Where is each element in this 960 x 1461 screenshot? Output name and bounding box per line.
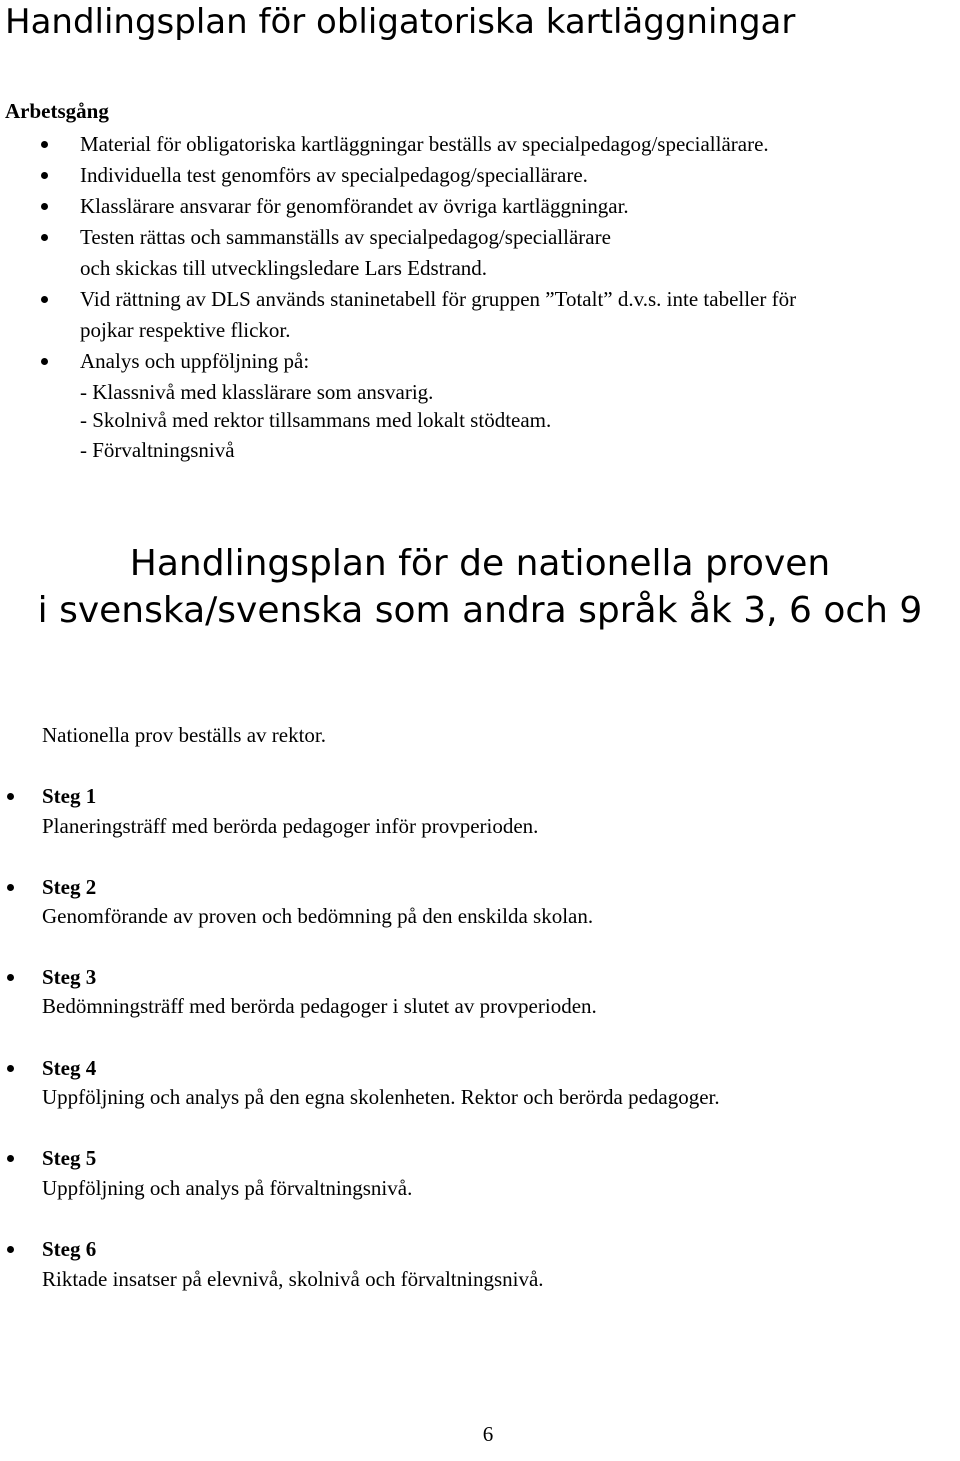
sub-item: - Förvaltningsnivå (80, 438, 235, 462)
step-label: Steg 6 (42, 1237, 97, 1261)
list-item: Individuella test genomförs av specialpedagog/speciallärare. (80, 163, 588, 187)
bullet-icon (7, 793, 14, 800)
sub-item: - Skolnivå med rektor tillsammans med lokalt stödteam. (80, 408, 552, 432)
bullet-icon (41, 141, 48, 148)
step-label: Steg 2 (42, 875, 97, 899)
sub-item: - Klassnivå med klasslärare som ansvarig. (80, 380, 434, 404)
bullet-icon (41, 296, 48, 303)
step-label: Steg 3 (42, 965, 97, 989)
step-text: Riktade insatser på elevnivå, skolnivå och förvaltningsnivå. (42, 1267, 544, 1291)
list-item-continuation: pojkar respektive flickor. (80, 318, 291, 342)
bullet-icon (7, 1246, 14, 1253)
step-label: Steg 5 (42, 1146, 97, 1170)
bullet-icon (41, 203, 48, 210)
section-title-line2: i svenska/svenska som andra språk åk 3, 6 och 9 (37, 590, 923, 631)
intro-text: Nationella prov beställs av rektor. (42, 723, 327, 747)
list-item: Material för obligatoriska kartläggningar beställs av specialpedagog/speciallärare. (80, 132, 769, 156)
bullet-icon (41, 234, 48, 241)
bullet-icon (41, 172, 48, 179)
section-title-line1: Handlingsplan för de nationella proven (129, 543, 831, 584)
list-item: Klasslärare ansvarar för genomförandet av övriga kartläggningar. (80, 194, 629, 218)
step-text: Planeringsträff med berörda pedagoger inför provperioden. (42, 814, 539, 838)
bullet-icon (7, 884, 14, 891)
step-text: Uppföljning och analys på förvaltningsnivå. (42, 1176, 413, 1200)
step-label: Steg 1 (42, 784, 97, 808)
step-text: Uppföljning och analys på den egna skolenheten. Rektor och berörda pedagoger. (42, 1085, 720, 1109)
arbetsgang-heading: Arbetsgång (5, 99, 109, 123)
list-item: Vid rättning av DLS används staninetabell för gruppen ”Totalt” d.v.s. inte tabeller för (80, 287, 797, 311)
list-item: Testen rättas och sammanställs av specialpedagog/speciallärare (80, 225, 611, 249)
list-item: Analys och uppföljning på: (80, 349, 310, 373)
bullet-icon (7, 1065, 14, 1072)
step-label: Steg 4 (42, 1056, 97, 1080)
page-number: 6 (482, 1422, 494, 1446)
step-text: Genomförande av proven och bedömning på den enskilda skolan. (42, 904, 594, 928)
bullet-icon (7, 1155, 14, 1162)
step-text: Bedömningsträff med berörda pedagoger i slutet av provperioden. (42, 994, 597, 1018)
bullet-icon (7, 974, 14, 981)
list-item-continuation: och skickas till utvecklingsledare Lars Edstrand. (80, 256, 488, 280)
page-title: Handlingsplan för obligatoriska kartläggningar (5, 2, 796, 42)
bullet-icon (41, 358, 48, 365)
